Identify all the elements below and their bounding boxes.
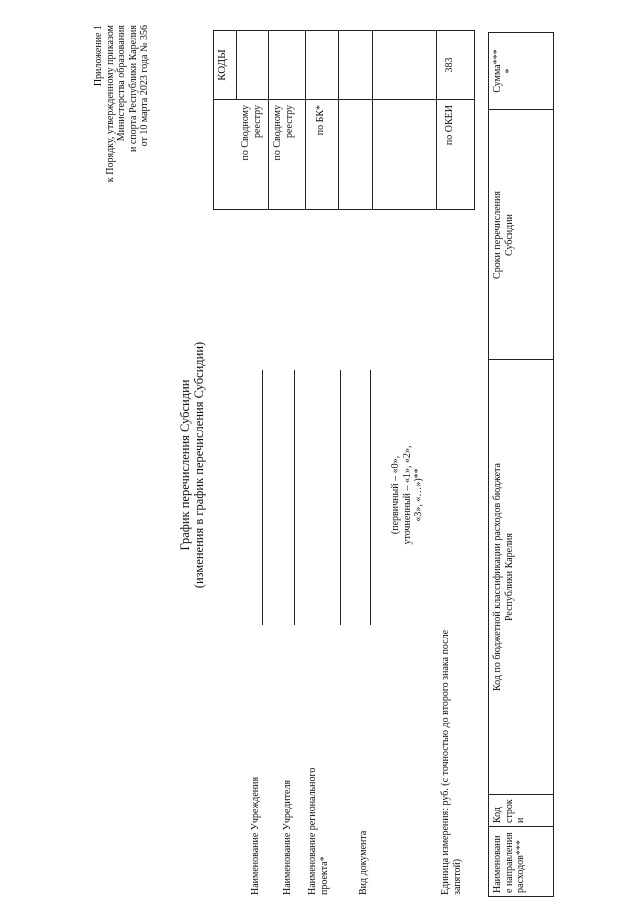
appendix-line: Министерства образования <box>116 25 127 142</box>
col-header-amount <box>492 34 515 108</box>
institution-underline <box>262 370 263 625</box>
codes-label-registry-2 <box>272 105 295 205</box>
codes-label-okei: по ОКЕИ <box>444 105 455 146</box>
codes-label-line: по Сводному <box>240 105 251 161</box>
col-header-line: Сумма*** <box>492 49 503 93</box>
project-underline <box>340 370 341 625</box>
col-header-line: и <box>515 817 526 823</box>
project-label <box>307 768 330 895</box>
col-header-line: Сроки перечисления <box>492 191 503 279</box>
appendix-block <box>93 25 151 265</box>
unit-note-line: запятой) <box>451 858 463 895</box>
doc-type-note-line: «3», «…»)** <box>413 468 424 522</box>
col-header-line: Республики Карелия <box>503 532 515 622</box>
doc-type-underline <box>370 370 371 625</box>
codes-okei-value: 383 <box>444 57 455 73</box>
col-header-direction <box>492 829 527 893</box>
codes-label-registry-1 <box>240 105 263 205</box>
unit-note-line: Единица измерения: руб. (с точностью до второго знака после <box>440 629 451 895</box>
col-header-line: Наименовани <box>492 835 503 893</box>
codes-label-bk: по БК* <box>315 105 326 136</box>
codes-row-line <box>436 30 437 210</box>
codes-row-line <box>372 30 373 210</box>
institution-label: Наименование Учреждения <box>250 776 261 895</box>
codes-row-line <box>338 30 339 210</box>
codes-label-line: по Сводному <box>272 105 283 161</box>
appendix-line: к Порядку, утвержденному приказом <box>104 25 116 183</box>
codes-row-line <box>268 30 269 210</box>
unit-note <box>440 630 463 895</box>
codes-row-line <box>305 30 306 210</box>
main-table-divider <box>488 359 554 360</box>
col-header-line: е направления <box>503 832 515 893</box>
col-header-row-code <box>492 797 527 823</box>
title-line: (изменения в график перечисления Субсидии) <box>192 341 206 589</box>
codes-label-line: реестру <box>251 105 263 138</box>
main-table-divider <box>488 109 554 110</box>
title-line: График перечисления Субсидии <box>178 379 192 551</box>
codes-label-line: реестру <box>283 105 295 138</box>
project-label-line: Наименование регионального <box>307 767 318 895</box>
project-label-line: проекта* <box>318 856 330 895</box>
codes-header: КОДЫ <box>216 49 228 81</box>
col-header-line: Субсидии <box>503 214 515 256</box>
main-table-divider <box>488 826 554 827</box>
appendix-line: и спорта Республики Карелия <box>127 25 139 152</box>
founder-label: Наименование Учредителя <box>282 779 293 895</box>
col-header-line: Код <box>492 807 503 823</box>
appendix-line: Приложение 1 <box>93 25 104 87</box>
col-header-line: строк <box>503 799 515 823</box>
col-header-budget-code <box>492 361 515 793</box>
doc-type-note-line: (первичный – «0», <box>390 455 401 535</box>
col-header-transfer-dates <box>492 112 515 358</box>
codes-row-line <box>236 30 237 100</box>
document-title <box>178 275 206 655</box>
founder-underline <box>294 370 295 625</box>
col-header-line: * <box>503 68 515 74</box>
main-table-divider <box>488 794 554 795</box>
doc-type-note <box>390 425 425 565</box>
doc-type-note-line: уточненный – «1», «2», <box>401 445 413 545</box>
doc-type-label: Вид документа <box>358 830 369 895</box>
col-header-line: Код по бюджетной классификации расходов бюджета <box>492 463 503 691</box>
appendix-line: от 10 марта 2023 года № 356 <box>139 25 150 147</box>
col-header-line: расходов*** <box>515 840 526 893</box>
